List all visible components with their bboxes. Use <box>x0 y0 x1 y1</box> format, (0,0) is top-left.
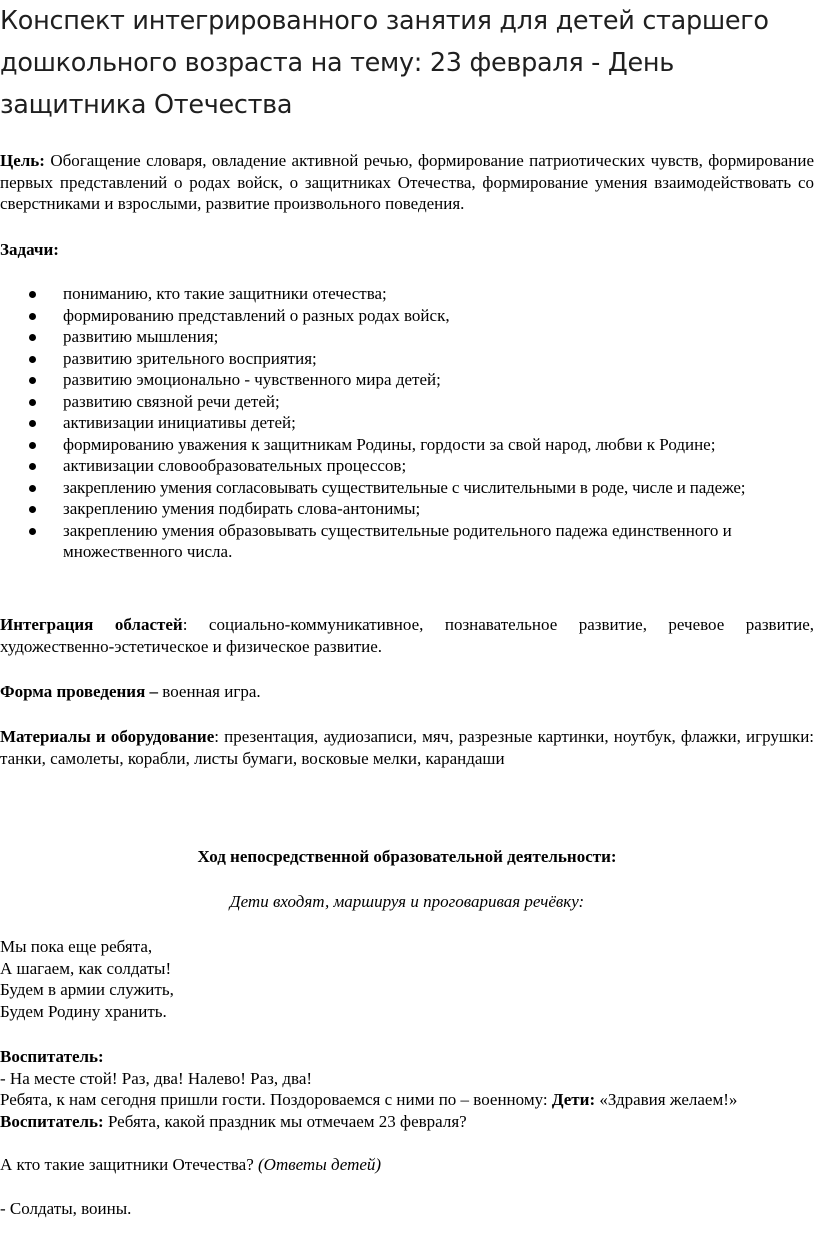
dialogue <box>0 1046 814 1132</box>
list-item-text: развитию связной речи детей; <box>63 391 280 411</box>
poem-line: Будем Родину хранить. <box>0 1001 167 1021</box>
integration-label: Интеграция областей <box>0 615 183 634</box>
bullet-icon <box>29 528 36 535</box>
poem-line: Мы пока еще ребята, <box>0 937 153 956</box>
list-item-text: закреплению умения согласовывать существительные с числительными в роде, числе и падеже; <box>63 477 746 497</box>
teacher-label-2: Воспитатель: <box>0 1111 104 1131</box>
poem-line: А шагаем, как солдаты! <box>0 958 172 978</box>
tasks-label: Задачи: <box>0 240 59 259</box>
list-item-text: закреплению умения подбирать слова-антонимы; <box>63 499 421 518</box>
bullet-icon <box>29 485 36 492</box>
list-item-text: развитию эмоционально - чувственного мира детей; <box>63 370 441 389</box>
bullet-icon <box>29 506 36 513</box>
goal-text: Обогащение словаря, овладение активной речью, формирование патриотических чувств, формирование первых представлений о родах войск, о защитниках Отечества, формирование умения взаимодействовать со сверстниками и взрослыми, развитие произвольного поведения. <box>0 151 814 213</box>
tasks-list <box>0 283 816 563</box>
list-item <box>0 305 816 327</box>
children-label: Дети: <box>551 1090 596 1109</box>
bullet-icon <box>29 356 36 363</box>
defenders-question <box>0 1154 814 1176</box>
bullet-icon <box>29 377 36 384</box>
goal-label: Цель: <box>0 151 45 170</box>
list-item-text: формированию уважения к защитникам Родины, гордости за свой народ, любви к Родине; <box>63 434 716 454</box>
activity-intro <box>0 891 814 913</box>
integration-paragraph <box>0 614 814 657</box>
form-label: Форма проведения – <box>0 682 159 701</box>
bullet-icon <box>29 334 36 341</box>
defenders-question-text: А кто такие защитники Отечества? <box>0 1155 258 1174</box>
list-item <box>0 283 816 305</box>
list-item <box>0 477 816 499</box>
teacher-label <box>0 1046 814 1068</box>
form-paragraph <box>0 681 814 703</box>
list-item <box>0 412 816 434</box>
list-item <box>0 498 816 520</box>
poem-line: Будем в армии служить, <box>0 980 174 999</box>
bullet-icon <box>29 420 36 427</box>
form-text: военная игра. <box>158 682 261 701</box>
command-line: - На месте стой! Раз, два! Налево! Раз, два! <box>0 1068 313 1088</box>
teacher-label-text: Воспитатель: <box>0 1047 104 1066</box>
bullet-icon <box>29 313 36 320</box>
question-text: Ребята, какой праздник мы отмечаем 23 февраля? <box>103 1111 467 1131</box>
poem <box>0 936 814 1022</box>
list-item <box>0 326 816 348</box>
goal-paragraph <box>0 150 814 215</box>
greeting-text: Ребята, к нам сегодня пришли гости. Поздороваемся с ними по – военному: <box>0 1090 552 1109</box>
list-item <box>0 348 816 370</box>
list-item-text: закреплению умения образовывать существительные родительного падежа единственного и множественного числа. <box>63 520 732 561</box>
materials-label: Материалы и оборудование <box>0 727 215 746</box>
greeting-line <box>0 1089 814 1111</box>
list-item <box>0 391 816 413</box>
list-item <box>0 455 816 477</box>
list-item <box>0 369 816 391</box>
answer-line: - Солдаты, воины. <box>0 1199 132 1218</box>
list-item <box>0 434 816 456</box>
list-item-text: активизации словообразовательных процессов; <box>63 456 407 475</box>
list-item-text: развитию зрительного восприятия; <box>63 348 317 368</box>
materials-paragraph <box>0 726 814 769</box>
question-line <box>0 1111 814 1133</box>
activity-intro-text: Дети входят, маршируя и проговаривая речёвку: <box>229 892 585 911</box>
list-item-text: развитию мышления; <box>63 327 219 346</box>
document-title: Конспект интегрированного занятия для детей старшего дошкольного возраста на тему: 23 февраля - День защитника Отечества <box>0 6 769 120</box>
integration-text: : социально-коммуникативное, познавательное развитие, речевое развитие, художественно-эстетическое и физическое развитие. <box>0 615 814 656</box>
list-item-text: формированию представлений о разных родах войск, <box>63 305 450 325</box>
defenders-hint: (Ответы детей) <box>258 1155 382 1174</box>
activity-heading <box>0 846 814 868</box>
bullet-icon <box>29 291 36 298</box>
list-item-text: пониманию, кто такие защитники отечества; <box>63 284 387 303</box>
tasks-heading <box>0 239 814 261</box>
bullet-icon <box>29 463 36 470</box>
activity-heading-text: Ход непосредственной образовательной деятельности: <box>197 847 617 866</box>
list-item-text: активизации инициативы детей; <box>63 413 296 432</box>
bullet-icon <box>29 399 36 406</box>
materials-text: : презентация, аудиозаписи, мяч, разрезные картинки, ноутбук, флажки, игрушки: танки, самолеты, корабли, листы бумаги, восковые мелки, карандаши <box>0 727 815 768</box>
list-item <box>0 520 816 563</box>
bullet-icon <box>29 442 36 449</box>
children-reply: «Здравия желаем!» <box>595 1090 738 1109</box>
